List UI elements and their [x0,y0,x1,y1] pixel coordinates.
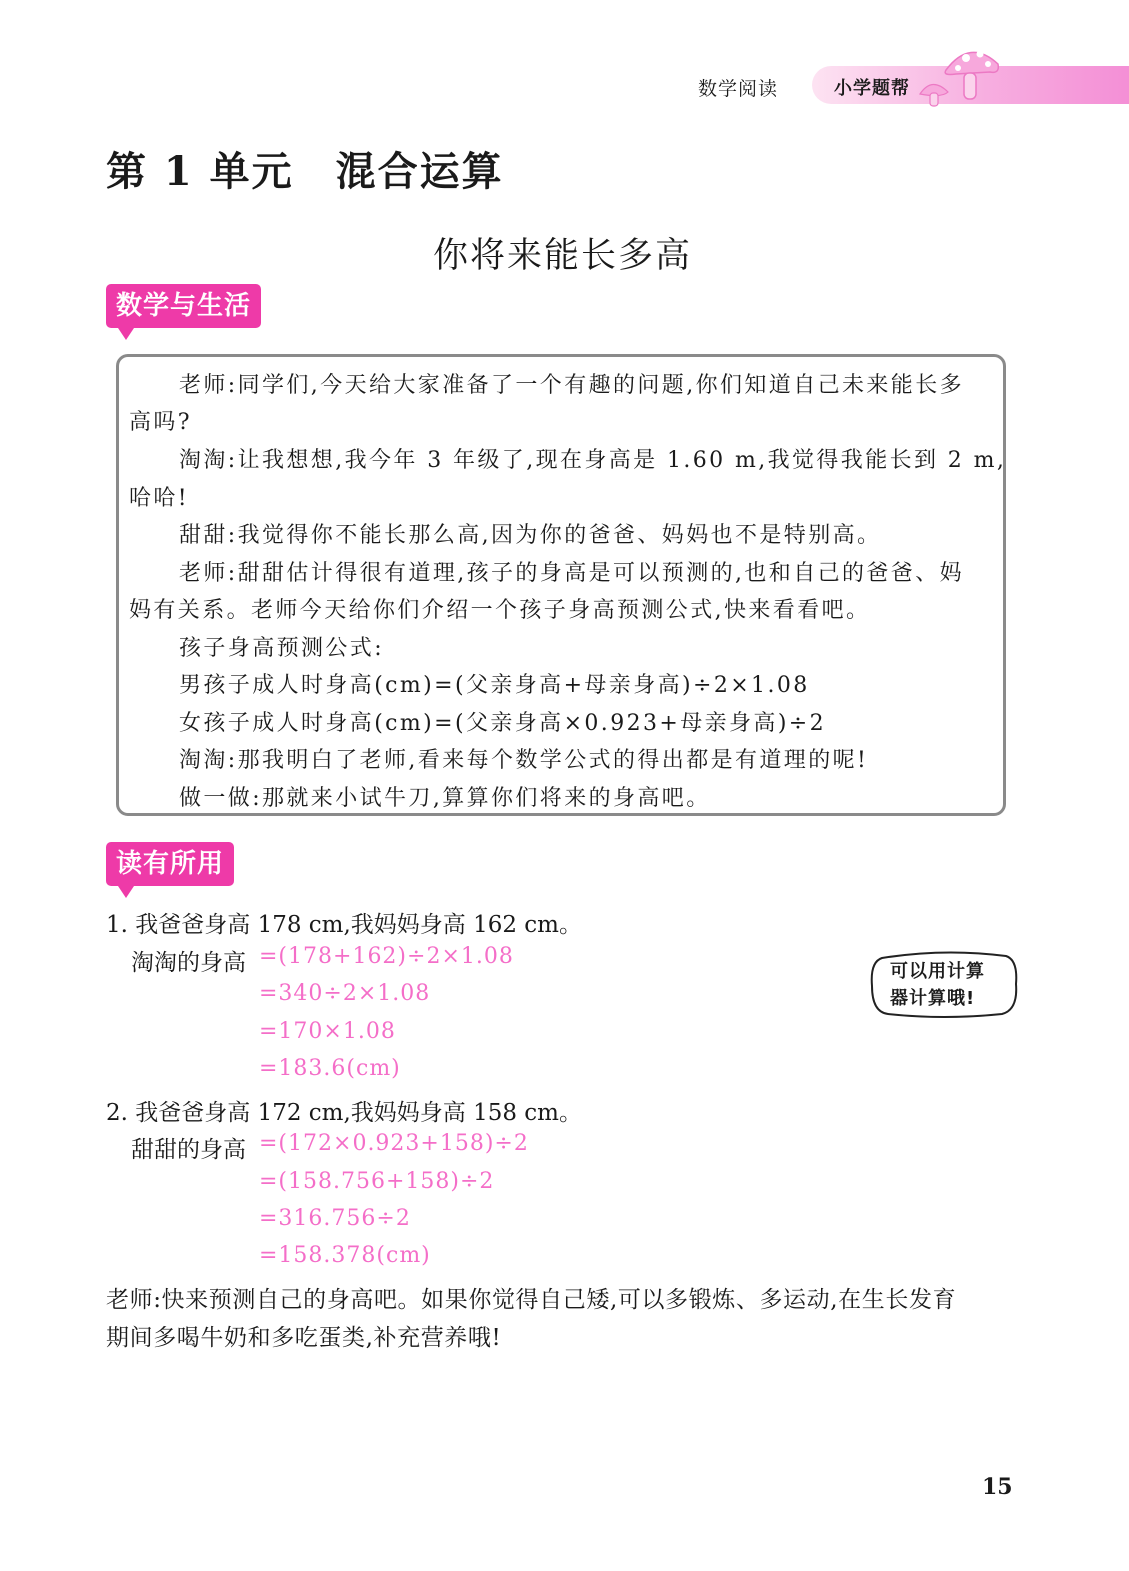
dialog-line: 哈哈! [129,486,190,511]
problem-1-label: 淘淘的身高 [131,950,246,976]
problem-2-label: 甜甜的身高 [131,1137,246,1163]
lesson-title-text: 你将来能长多高 [432,236,692,276]
formula-girl: 女孩子成人时身高(cm)=(父亲身高×0.923+母亲身高)÷2 [179,711,827,736]
dialog-line: 淘淘:让我想想,我今年 3 年级了,现在身高是 1.60 m,我觉得我能长到 2 m, [179,448,1007,473]
lesson-title [0,228,1129,278]
problem-2-step: =316.756÷2 [259,1206,411,1231]
problem-1-step: =183.6(cm) [259,1056,401,1081]
formula-boy: 男孩子成人时身高(cm)=(父亲身高+母亲身高)÷2×1.08 [179,673,810,698]
dialog-line: 老师:同学们,今天给大家准备了一个有趣的问题,你们知道自己未来能长多 [179,373,965,398]
bubble-line: 可以用计算 [890,961,985,982]
dialog-line: 老师:甜甜估计得很有道理,孩子的身高是可以预测的,也和自己的爸爸、妈 [179,561,965,586]
dialog-line: 甜甜:我觉得你不能长那么高,因为你的爸爸、妈妈也不是特别高。 [179,523,882,548]
problem-1-step: =170×1.08 [259,1019,396,1044]
problem-2-step: =158.378(cm) [259,1243,431,1268]
bubble-line: 器计算哦! [890,988,976,1009]
dialog-line: 孩子身高预测公式: [179,636,385,661]
problem-1-statement: 1. 我爸爸身高 178 cm,我妈妈身高 162 cm。 [106,912,582,938]
problem-1-step: =340÷2×1.08 [259,981,431,1006]
problem-2-step: =(158.756+158)÷2 [259,1169,495,1194]
section-tag-math-life: 数学与生活 [106,284,261,328]
unit-title: 第 1 单元 混合运算 [106,148,504,195]
problem-2-statement: 2. 我爸爸身高 172 cm,我妈妈身高 158 cm。 [106,1100,582,1126]
mushroom-icon [918,40,1008,110]
dialog-line: 妈有关系。老师今天给你们介绍一个孩子身高预测公式,快来看看吧。 [129,598,871,623]
section-tag-read-use: 读有所用 [106,842,234,886]
closing-line: 期间多喝牛奶和多吃蛋类,补充营养哦! [106,1325,502,1351]
header-book-title: 数学阅读 [698,78,779,100]
problem-1-step: =(178+162)÷2×1.08 [259,944,514,969]
dialog-line: 做一做:那就来小试牛刀,算算你们将来的身高吧。 [179,786,711,811]
problem-2-step: =(172×0.923+158)÷2 [259,1131,529,1156]
closing-line: 老师:快来预测自己的身高吧。如果你觉得自己矮,可以多锻炼、多运动,在生长发育 [106,1287,957,1313]
speech-bubble-text [890,958,985,1012]
dialog-line: 淘淘:那我明白了老师,看来每个数学公式的得出都是有道理的呢! [179,748,869,773]
header-series-title: 小学题帮 [834,78,910,99]
dialog-line: 高吗? [129,410,192,435]
page-number: 15 [982,1474,1013,1500]
